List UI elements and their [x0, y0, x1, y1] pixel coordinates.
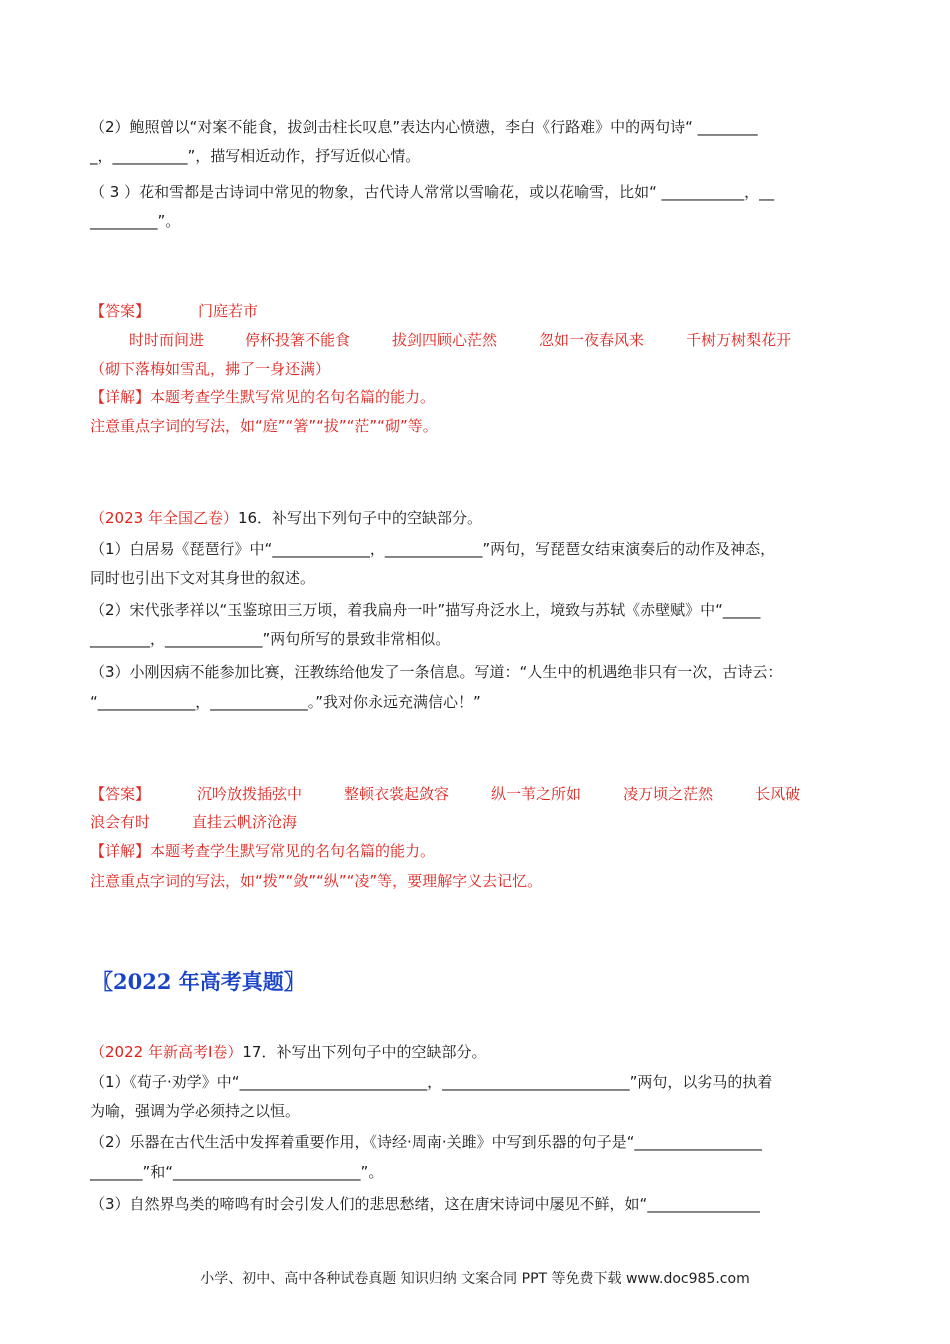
- question-3-line-1: （ 3 ）花和雪都是古诗词中常见的物象，古代诗人常常以雪喻花，或以花喻雪，比如“ ___________，__: [90, 183, 775, 201]
- detail-1: [90, 387, 435, 407]
- answer-item: 门庭若市: [198, 302, 259, 320]
- note-1: 注意重点字词的写法，如“庭”“箸”“拔”“茫”“砌”等。: [90, 417, 438, 435]
- detail-label: 【详解】: [90, 388, 151, 406]
- question-2-line-1: （2）宋代张孝祥以“玉鉴琼田三万顷，着我扁舟一叶”描写舟泛水上，境致与苏轼《赤壁赋》中“_____: [90, 601, 761, 619]
- detail-text: 本题考查学生默写常见的名句名篇的能力。: [150, 842, 436, 860]
- answer-item: 凌万顷之茫然: [623, 785, 714, 803]
- question-3-line-1: （3）自然界鸟类的啼鸣有时会引发人们的悲思愁绪，这在唐宋诗词中屡见不鲜，如“_______________: [90, 1195, 760, 1213]
- question-3-line-1: （3）小刚因病不能参加比赛，汪教练给他发了一条信息。写道：“人生中的机遇绝非只有一次，古诗云：: [90, 663, 783, 681]
- question-2-line-2: _，__________”，描写相近动作，抒写近似心情。: [90, 147, 421, 165]
- answer-item: 浪会有时: [90, 813, 151, 831]
- answer-1-line-2: [129, 330, 791, 350]
- detail-2: [90, 841, 435, 861]
- question-2-line-2: _______”和“_________________________”。: [90, 1163, 384, 1181]
- question-1-line-1: （1）白居易《琵琶行》中“_____________，_____________”两句，写琵琶女结束演奏后的动作及神态，: [90, 540, 776, 558]
- answer-1-line-3: （砌下落梅如雪乱，拂了一身还满）: [90, 360, 331, 378]
- answer-label: 【答案】: [90, 785, 151, 803]
- question-2-line-2: ________，_____________”两句所写的景致非常相似。: [90, 630, 451, 648]
- question-1-line-2: 为喻，强调为学必须持之以恒。: [90, 1102, 301, 1120]
- answer-item: 千树万树梨花开: [686, 331, 792, 349]
- section-heading: 〖2022 年高考真题〗: [92, 969, 305, 994]
- page-footer: 小学、初中、高中各种试卷真题 知识归纳 文案合同 PPT 等免费下载 www.doc985.com: [200, 1271, 750, 1287]
- answer-2-line-1: [90, 784, 800, 804]
- answer-item: 沉吟放拨插弦中: [197, 785, 303, 803]
- question-title: 16．补写出下列句子中的空缺部分。: [237, 509, 483, 527]
- detail-label: 【详解】: [90, 842, 151, 860]
- source-label: （2022 年新高考Ⅰ卷）: [90, 1043, 243, 1061]
- note-2: 注意重点字词的写法，如“拨”“敛”“纵”“凌”等，要理解字义去记忆。: [90, 872, 543, 890]
- answer-item: 停杯投箸不能食: [245, 331, 351, 349]
- question-16-header: [90, 508, 482, 528]
- answer-item: 拔剑四顾心茫然: [392, 331, 498, 349]
- detail-text: 本题考查学生默写常见的名句名篇的能力。: [150, 388, 436, 406]
- question-title: 17．补写出下列句子中的空缺部分。: [242, 1043, 487, 1061]
- answer-label: 【答案】: [90, 302, 151, 320]
- answer-2-line-2: [90, 812, 297, 832]
- question-3-line-2: “_____________，_____________。”我对你永远充满信心！”: [90, 693, 481, 711]
- question-1-line-2: 同时也引出下文对其身世的叙述。: [90, 569, 316, 587]
- answer-1-line-1: [90, 301, 258, 321]
- answer-item: 忽如一夜春风来: [539, 331, 645, 349]
- question-2-line-1: （2）鲍照曾以“对案不能食，拔剑击柱长叹息”表达内心愤懑，李白《行路难》中的两句诗“ ________: [90, 118, 758, 136]
- question-1-line-1: （1）《荀子·劝学》中“_________________________，_________________________”两句，以劣马的执着: [90, 1073, 773, 1091]
- question-17-header: [90, 1042, 486, 1062]
- question-3-line-2: _________”。: [90, 212, 181, 230]
- answer-item: 整顿衣裳起敛容: [344, 785, 450, 803]
- answer-item: 长风破: [755, 785, 801, 803]
- answer-item: 时时而间进: [129, 331, 205, 349]
- source-label: （2023 年全国乙卷）: [90, 509, 238, 527]
- answer-item: 纵一苇之所如: [491, 785, 582, 803]
- answer-item: 直挂云帆济沧海: [192, 813, 298, 831]
- question-2-line-1: （2）乐器在古代生活中发挥着重要作用，《诗经·周南·关雎》中写到乐器的句子是“_________________: [90, 1133, 762, 1151]
